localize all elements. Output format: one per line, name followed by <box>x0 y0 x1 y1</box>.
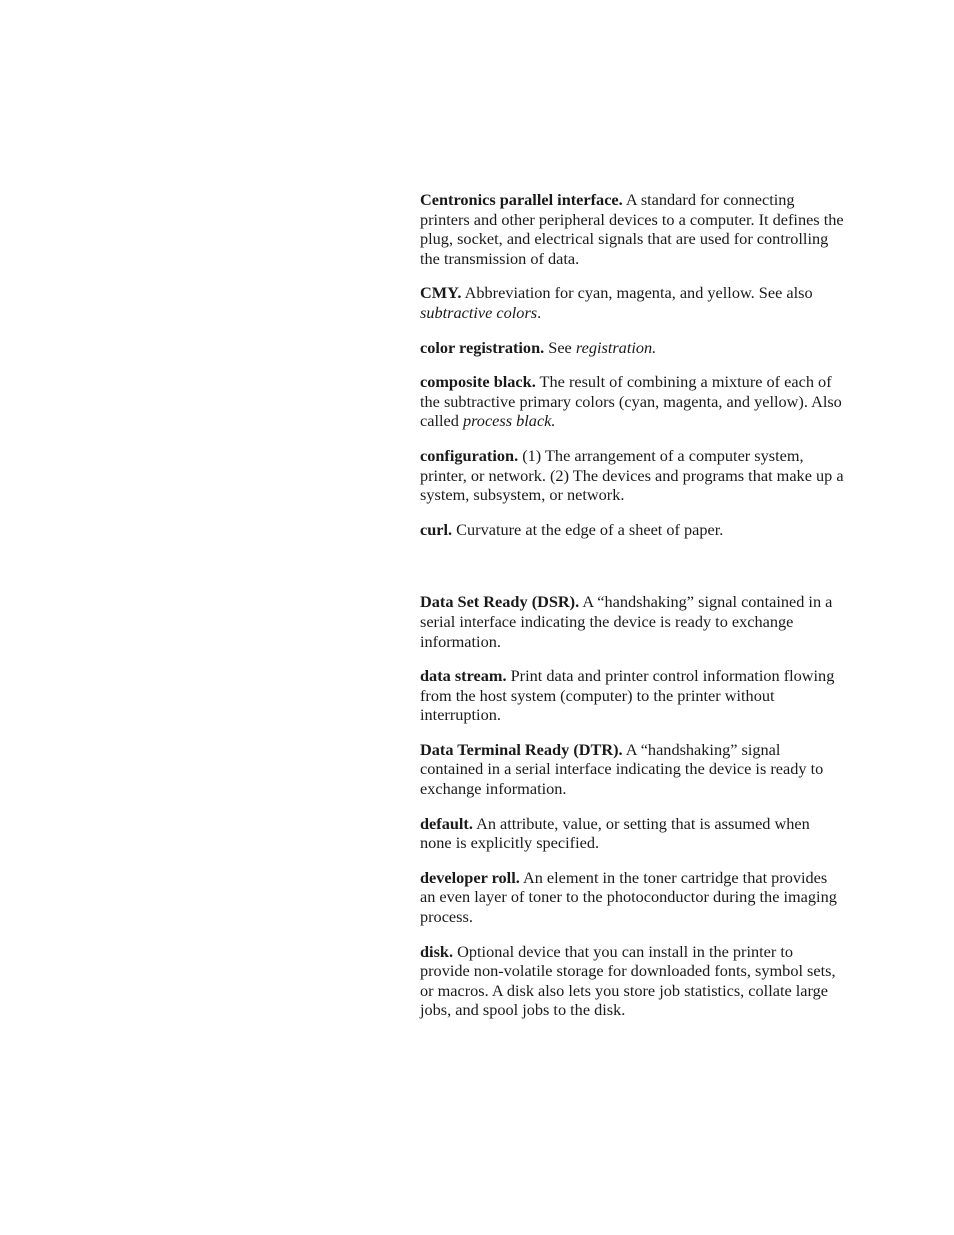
entry-definition: Curvature at the edge of a sheet of paper. <box>452 519 724 539</box>
glossary-group-c <box>420 190 844 539</box>
entry-term: configuration. <box>420 445 519 465</box>
entry-definition: Abbreviation for cyan, magenta, and yellow. See also <box>461 283 813 303</box>
entry-term: Data Terminal Ready (DTR). <box>420 739 623 759</box>
glossary-entry-curl <box>420 520 844 540</box>
entry-term: curl. <box>420 519 453 539</box>
entry-definition: An attribute, value, or setting that is assumed when none is explicitly specified. <box>420 813 810 853</box>
entry-definition: The result of combining a mixture of each of the subtractive primary colors (cyan, magenta, and yellow). Also called <box>420 372 842 431</box>
entry-definition: (1) The arrangement of a computer system, printer, or network. (2) The devices and programs that make up a system, subsystem, or network. <box>420 445 844 505</box>
entry-definition-end: . <box>537 302 542 322</box>
glossary-entry-dsr <box>420 592 844 651</box>
entry-term: disk. <box>420 941 454 961</box>
entry-term: composite black. <box>420 372 536 392</box>
glossary-entry-disk <box>420 942 844 1020</box>
entry-definition: An element in the toner cartridge that provides an even layer of toner to the photoconductor during the imaging process. <box>420 867 837 927</box>
entry-cross-reference: process black. <box>462 411 556 431</box>
glossary-entry-color-registration <box>420 338 844 358</box>
glossary-entry-composite-black <box>420 372 844 431</box>
entry-term: data stream. <box>420 666 507 686</box>
glossary-entry-dtr <box>420 740 844 799</box>
glossary-entry-configuration <box>420 446 844 505</box>
entry-definition: A “handshaking” signal contained in a serial interface indicating the device is ready to exchange information. <box>420 739 824 799</box>
entry-term: Data Set Ready (DSR). <box>420 592 580 612</box>
entry-term: developer roll. <box>420 867 520 887</box>
glossary-entry-developer-roll <box>420 868 844 927</box>
glossary <box>420 190 844 1020</box>
entry-cross-reference: registration. <box>575 337 657 357</box>
entry-definition: A “handshaking” signal contained in a serial interface indicating the device is ready to exchange information. <box>420 592 833 651</box>
glossary-entry-data-stream <box>420 666 844 725</box>
entry-definition: See <box>544 337 576 357</box>
entry-term: color registration. <box>420 337 545 357</box>
entry-definition: Optional device that you can install in the printer to provide non-volatile storage for downloaded fonts, symbol sets, or macros. A disk also lets you store job statistics, collate large jobs, and spool jobs to the disk. <box>420 941 836 1020</box>
entry-definition: A standard for connecting printers and other peripheral devices to a computer. It defines the plug, socket, and electrical signals that are used for controlling the transmission of data. <box>420 190 844 268</box>
entry-term: Centronics parallel interface. <box>420 190 623 209</box>
entry-definition: Print data and printer control information flowing from the host system (computer) to the printer without interruption. <box>420 666 835 725</box>
entry-term: CMY. <box>420 283 462 303</box>
glossary-entry-cmy <box>420 283 844 322</box>
entry-cross-reference: subtractive colors <box>420 302 538 322</box>
glossary-group-d <box>420 592 844 1020</box>
entry-term: default. <box>420 813 473 833</box>
glossary-entry-centronics <box>420 190 844 268</box>
glossary-entry-default <box>420 814 844 853</box>
